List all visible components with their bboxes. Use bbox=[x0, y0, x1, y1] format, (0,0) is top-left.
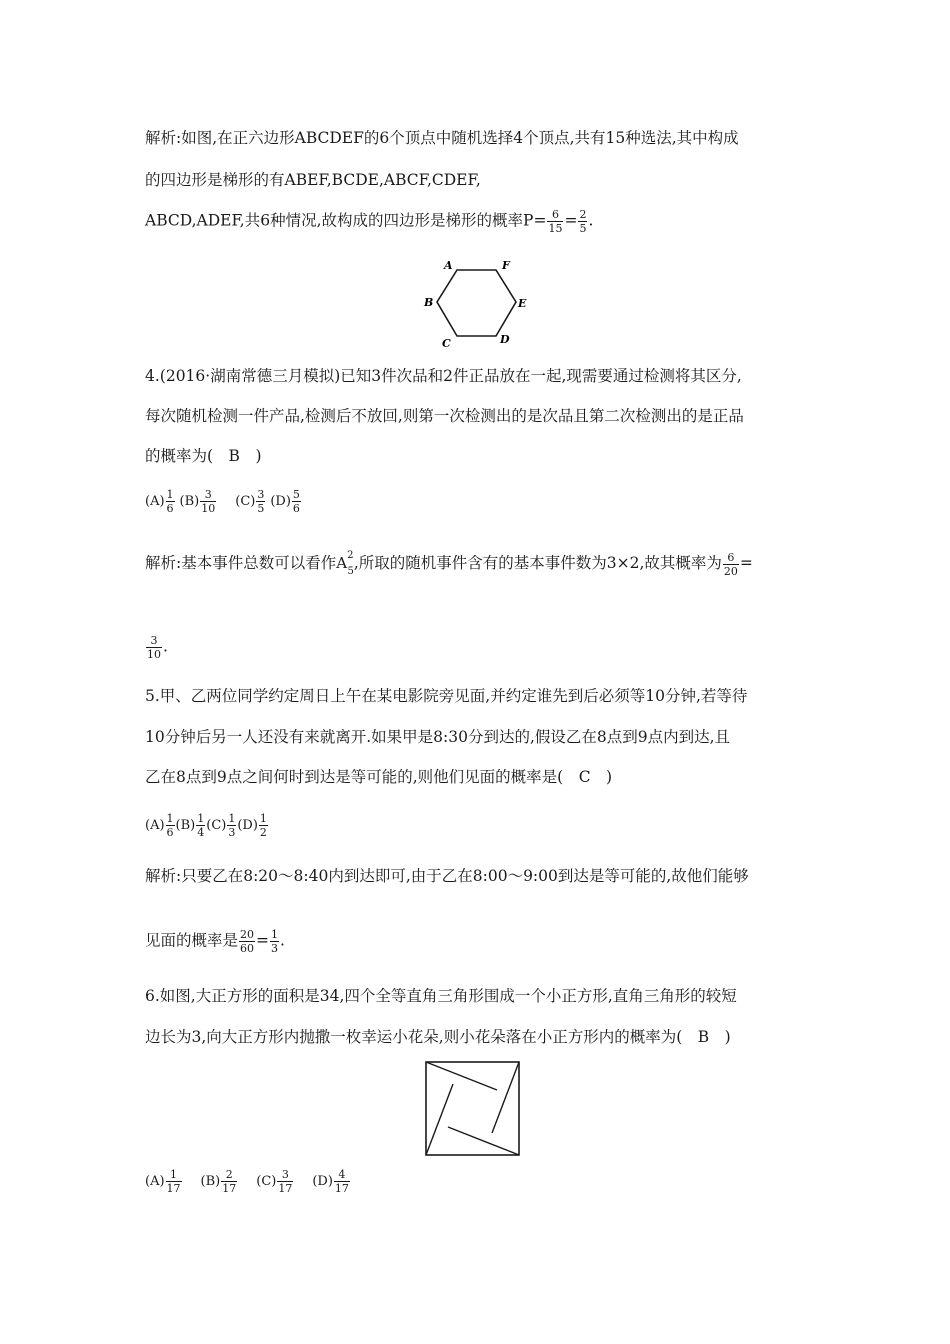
fraction-numerator: 3 bbox=[204, 488, 212, 501]
option-fraction bbox=[166, 812, 175, 839]
hexagon-shape bbox=[437, 270, 516, 336]
option-label: (C) bbox=[206, 818, 227, 833]
sol3-line2: 的四边形是梯形的有ABEF,BCDE,ABCF,CDEF, bbox=[145, 171, 481, 189]
fraction-denominator: 6 bbox=[166, 502, 174, 515]
fraction-numerator: 1 bbox=[271, 928, 279, 941]
q5-solution-line1: 解析:只要乙在8:20～8:40内到达即可,由于乙在8:00～9:00到达是等可能的,故他们能够 bbox=[145, 867, 749, 885]
equals-sign: = bbox=[564, 211, 578, 230]
option-a[interactable] bbox=[145, 1168, 183, 1195]
option-fraction bbox=[166, 1168, 182, 1195]
fraction-denominator: 10 bbox=[147, 648, 161, 661]
fraction-denominator: 17 bbox=[166, 1182, 181, 1195]
fraction-denominator: 17 bbox=[222, 1182, 237, 1195]
option-c[interactable] bbox=[206, 812, 237, 839]
fraction-denominator: 2 bbox=[259, 826, 267, 839]
fraction-numerator: 2 bbox=[579, 208, 587, 221]
fraction-denominator: 6 bbox=[292, 502, 300, 515]
fraction-numerator: 1 bbox=[170, 1168, 178, 1181]
prob-fraction bbox=[547, 208, 563, 235]
option-label: (B) bbox=[175, 818, 196, 833]
fraction-numerator: 6 bbox=[551, 208, 559, 221]
option-fraction bbox=[221, 1168, 237, 1195]
q4-line3: 的概率为( B ) bbox=[145, 447, 262, 465]
fraction-denominator: 20 bbox=[723, 564, 738, 578]
option-d[interactable] bbox=[237, 812, 269, 839]
q5-solution-line2 bbox=[145, 928, 285, 955]
fraction-denominator: 60 bbox=[240, 942, 255, 955]
vertex-label-c: C bbox=[442, 337, 451, 350]
perm-sub: 5 bbox=[347, 566, 354, 577]
option-a[interactable] bbox=[145, 488, 176, 515]
option-fraction bbox=[334, 1168, 350, 1195]
option-b[interactable] bbox=[180, 488, 218, 515]
vertex-label-d: D bbox=[500, 333, 510, 346]
solution-text: 见面的概率是 bbox=[145, 931, 239, 950]
fraction-denominator: 17 bbox=[334, 1182, 349, 1195]
option-label: (B) bbox=[200, 1174, 221, 1189]
option-d[interactable] bbox=[312, 1168, 351, 1195]
fraction-numerator: 2 bbox=[225, 1168, 233, 1181]
q5-line2: 10分钟后另一人还没有来就离开.如果甲是8:30分到达的,假设乙在8点到9点内到达,且 bbox=[145, 728, 731, 746]
option-label: (D) bbox=[237, 818, 258, 833]
result-fraction bbox=[270, 928, 279, 955]
q5-line1: 5.甲、乙两位同学约定周日上午在某电影院旁见面,并约定谁先到后必须等10分钟,若等待 bbox=[145, 687, 748, 705]
option-label: (B) bbox=[179, 494, 200, 509]
option-fraction bbox=[200, 488, 216, 515]
fraction-denominator: 15 bbox=[548, 222, 563, 235]
solution-fraction bbox=[723, 551, 739, 578]
q4-solution-line2 bbox=[145, 634, 168, 661]
option-label: (A) bbox=[145, 494, 165, 509]
large-square bbox=[426, 1062, 519, 1155]
option-fraction bbox=[227, 812, 236, 839]
q6-options bbox=[145, 1168, 355, 1195]
q4-line2: 每次随机检测一件产品,检测后不放回,则第一次检测出的是次品且第二次检测出的是正品 bbox=[145, 407, 744, 425]
option-label: (D) bbox=[312, 1174, 333, 1189]
sol3-line3-text: ABCD,ADEF,共6种情况,故构成的四边形是梯形的概率P= bbox=[145, 211, 547, 230]
option-label: (C) bbox=[235, 494, 256, 509]
option-c[interactable] bbox=[235, 488, 266, 515]
option-fraction bbox=[292, 488, 301, 515]
vertex-label-b: B bbox=[424, 296, 434, 309]
q5-line3: 乙在8点到9点之间何时到达是等可能的,则他们见面的概率是( C ) bbox=[145, 768, 613, 786]
permutation-symbol bbox=[336, 550, 354, 577]
option-fraction bbox=[256, 488, 265, 515]
option-b[interactable] bbox=[176, 812, 207, 839]
fraction-denominator: 6 bbox=[166, 826, 174, 839]
fraction-numerator: 20 bbox=[240, 928, 255, 941]
option-fraction bbox=[196, 812, 205, 839]
q4-solution-line1 bbox=[145, 550, 753, 580]
option-fraction bbox=[259, 812, 268, 839]
fraction-denominator: 10 bbox=[201, 502, 216, 515]
vertex-label-a: A bbox=[444, 259, 453, 272]
period: . bbox=[163, 637, 168, 656]
option-fraction bbox=[277, 1168, 293, 1195]
solution-text: ,所取的随机事件含有的基本事件数为3×2,故其概率为 bbox=[353, 554, 722, 572]
fraction-numerator: 1 bbox=[166, 488, 174, 501]
fraction-numerator: 6 bbox=[727, 550, 735, 564]
option-d[interactable] bbox=[270, 488, 302, 515]
option-label: (C) bbox=[256, 1174, 277, 1189]
fraction-denominator: 5 bbox=[257, 502, 265, 515]
equals-sign: = bbox=[256, 931, 270, 950]
fraction-numerator: 1 bbox=[166, 812, 174, 825]
perm-sup: 2 bbox=[347, 550, 354, 561]
fraction-numerator: 3 bbox=[150, 634, 158, 647]
triangle-edge bbox=[492, 1062, 519, 1133]
hexagon-figure bbox=[418, 258, 528, 350]
option-c[interactable] bbox=[256, 1168, 294, 1195]
fraction-numerator: 4 bbox=[338, 1168, 346, 1181]
fraction-numerator: 3 bbox=[257, 488, 265, 501]
option-b[interactable] bbox=[201, 1168, 239, 1195]
option-label: (A) bbox=[145, 1174, 165, 1189]
fraction-denominator: 5 bbox=[579, 222, 587, 235]
fraction-numerator: 1 bbox=[259, 812, 267, 825]
option-a[interactable] bbox=[145, 812, 176, 839]
fraction-denominator: 17 bbox=[278, 1182, 293, 1195]
triangle-edge bbox=[448, 1127, 519, 1155]
solution-fraction bbox=[239, 928, 255, 955]
option-label: (D) bbox=[270, 494, 291, 509]
sol3-line3 bbox=[145, 208, 593, 235]
option-label: (A) bbox=[145, 818, 165, 833]
fraction-numerator: 5 bbox=[292, 488, 300, 501]
vertex-label-e: E bbox=[518, 297, 527, 310]
q6-line2: 边长为3,向大正方形内抛撒一枚幸运小花朵,则小花朵落在小正方形内的概率为( B ) bbox=[145, 1028, 731, 1046]
equals-sign: = bbox=[739, 554, 753, 572]
q4-options bbox=[145, 488, 306, 515]
triangle-edge bbox=[426, 1062, 497, 1090]
sol3-line1: 解析:如图,在正六边形ABCDEF的6个顶点中随机选择4个顶点,共有15种选法,其中构成 bbox=[145, 129, 739, 147]
fraction-numerator: 3 bbox=[281, 1168, 289, 1181]
fraction-numerator: 1 bbox=[228, 812, 236, 825]
fraction-denominator: 4 bbox=[197, 826, 205, 839]
q5-options bbox=[145, 812, 273, 839]
period: . bbox=[588, 211, 594, 230]
option-fraction bbox=[166, 488, 175, 515]
result-fraction bbox=[578, 208, 587, 235]
solution-fraction bbox=[146, 634, 162, 661]
fraction-denominator: 3 bbox=[271, 942, 279, 955]
triangle-edge bbox=[426, 1084, 453, 1155]
q6-line1: 6.如图,大正方形的面积是34,四个全等直角三角形围成一个小正方形,直角三角形的较短 bbox=[145, 987, 737, 1005]
period: . bbox=[280, 931, 285, 950]
fraction-numerator: 1 bbox=[197, 812, 205, 825]
perm-base: A bbox=[336, 554, 348, 572]
solution-text: 解析:基本事件总数可以看作 bbox=[145, 554, 337, 572]
vertex-label-f: F bbox=[502, 259, 510, 272]
square-figure bbox=[424, 1060, 522, 1158]
q4-line1: 4.(2016·湖南常德三月模拟)已知3件次品和2件正品放在一起,现需要通过检测将其区分, bbox=[145, 367, 742, 385]
fraction-denominator: 3 bbox=[228, 826, 236, 839]
